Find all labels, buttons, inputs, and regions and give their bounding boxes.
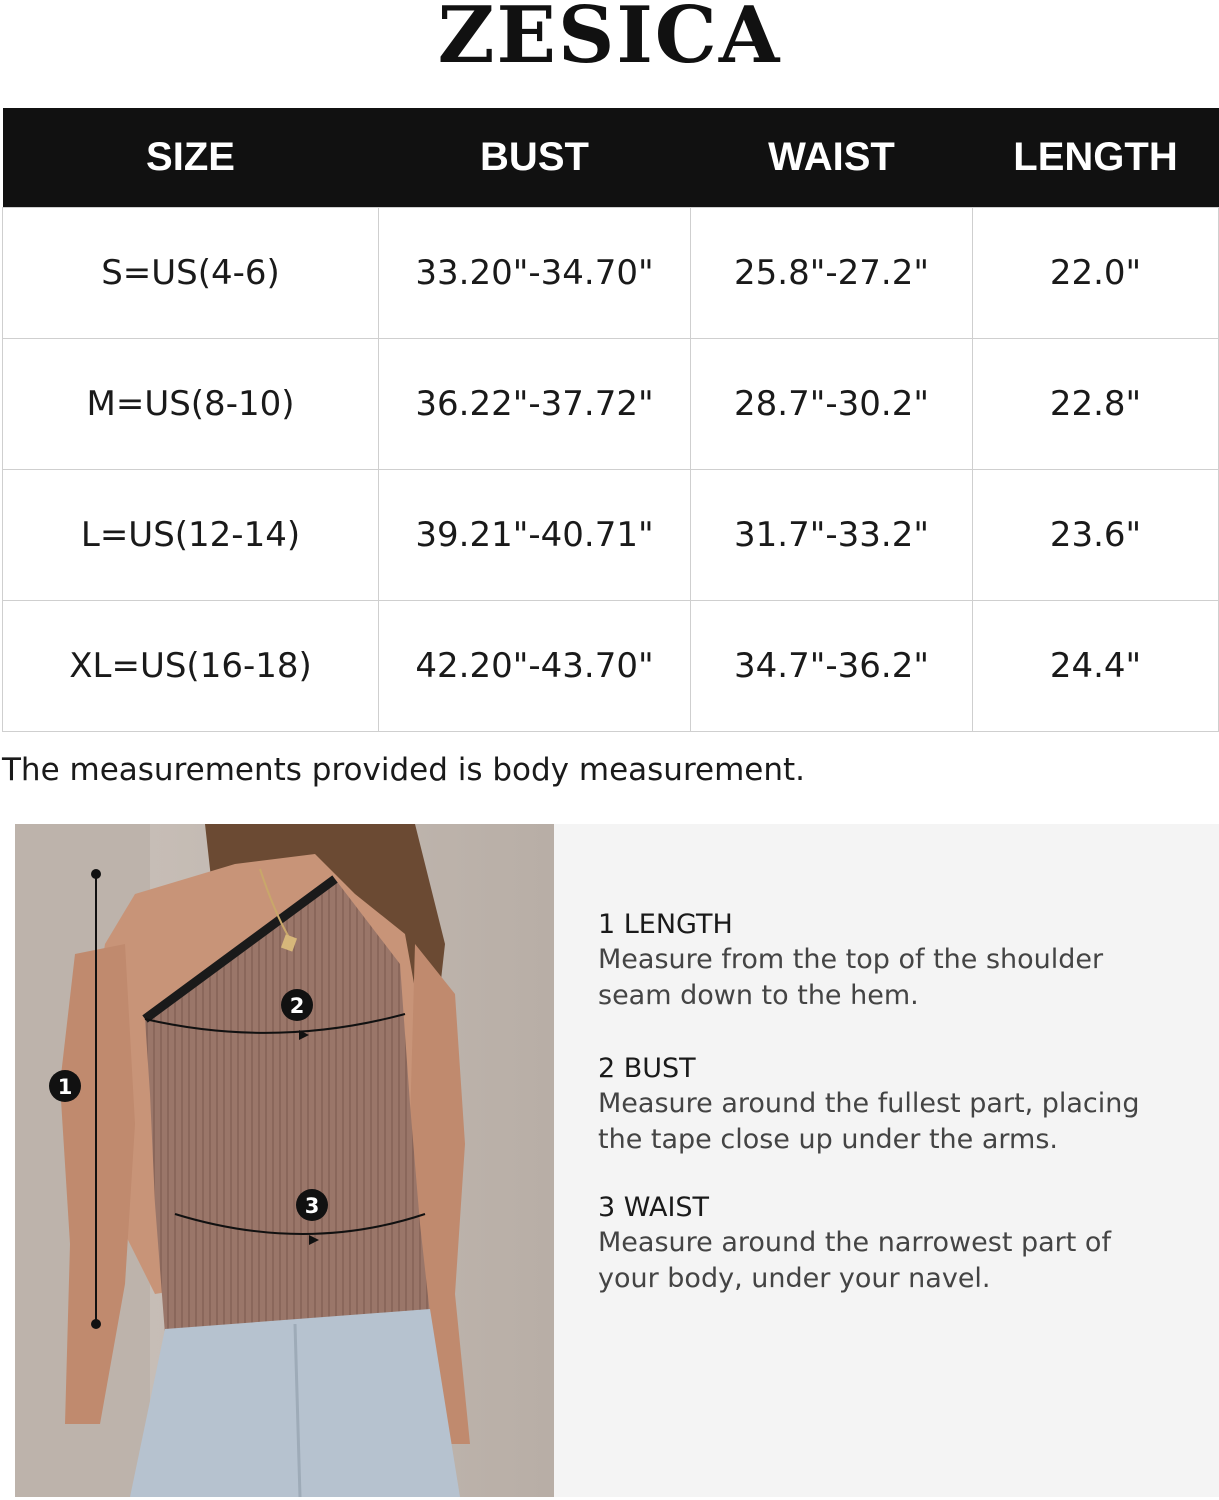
instruction-text: your body, under your navel.	[598, 1263, 991, 1294]
instruction-waist	[598, 1191, 1198, 1297]
cell-waist: 31.7"-33.2"	[691, 470, 973, 601]
cell-size: XL=US(16-18)	[3, 601, 379, 732]
cell-length: 23.6"	[973, 470, 1219, 601]
cell-bust: 33.20"-34.70"	[379, 208, 691, 339]
cell-length: 24.4"	[973, 601, 1219, 732]
cell-length: 22.8"	[973, 339, 1219, 470]
instruction-bust	[598, 1052, 1198, 1158]
marker-1	[49, 1070, 81, 1102]
length-bottom-dot	[91, 1319, 101, 1329]
cell-size: S=US(4-6)	[3, 208, 379, 339]
marker-3	[296, 1189, 328, 1221]
cell-bust: 36.22"-37.72"	[379, 339, 691, 470]
cell-size: M=US(8-10)	[3, 339, 379, 470]
table-row	[3, 470, 1219, 601]
instruction-text: the tape close up under the arms.	[598, 1124, 1058, 1155]
cell-size: L=US(12-14)	[3, 470, 379, 601]
cell-length: 22.0"	[973, 208, 1219, 339]
cell-waist: 28.7"-30.2"	[691, 339, 973, 470]
table-row	[3, 601, 1219, 732]
cell-bust: 39.21"-40.71"	[379, 470, 691, 601]
measurement-note: The measurements provided is body measurement.	[2, 752, 806, 788]
svg-text:3: 3	[304, 1194, 320, 1218]
instruction-text: seam down to the hem.	[598, 980, 919, 1011]
header-bust: BUST	[379, 108, 691, 208]
header-waist: WAIST	[691, 108, 973, 208]
brand-logo: ZESICA	[437, 0, 782, 81]
instruction-text: Measure around the narrowest part of	[598, 1227, 1111, 1258]
instruction-title: 1 LENGTH	[598, 909, 733, 940]
svg-text:2: 2	[289, 994, 305, 1018]
instruction-title: 3 WAIST	[598, 1192, 710, 1223]
cell-waist: 25.8"-27.2"	[691, 208, 973, 339]
svg-text:1: 1	[57, 1075, 73, 1099]
cell-waist: 34.7"-36.2"	[691, 601, 973, 732]
table-row	[3, 339, 1219, 470]
header-length: LENGTH	[973, 108, 1219, 208]
instruction-text: Measure around the fullest part, placing	[598, 1088, 1140, 1119]
length-top-dot	[91, 869, 101, 879]
instruction-title: 2 BUST	[598, 1053, 696, 1084]
table-header-row	[3, 108, 1219, 208]
instruction-text: Measure from the top of the shoulder	[598, 944, 1104, 975]
cell-bust: 42.20"-43.70"	[379, 601, 691, 732]
size-chart-table	[2, 108, 1219, 732]
instruction-length	[598, 908, 1198, 1014]
marker-2	[281, 989, 313, 1021]
model-illustration	[15, 824, 554, 1497]
instructions-panel	[554, 824, 1219, 1497]
header-size: SIZE	[3, 108, 379, 208]
model-photo	[15, 824, 554, 1497]
table-row	[3, 208, 1219, 339]
